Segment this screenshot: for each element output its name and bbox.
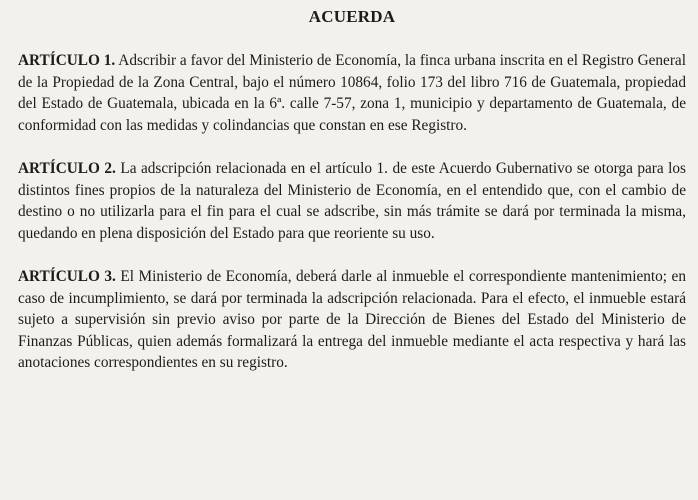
article-3-label: ARTÍCULO 3. [18, 268, 116, 285]
article-2-label: ARTÍCULO 2. [18, 160, 116, 177]
article-3 [18, 266, 686, 374]
article-2 [18, 158, 686, 244]
article-1 [18, 50, 686, 136]
article-3-text: El Ministerio de Economía, deberá darle al inmueble el correspondiente mantenimiento; en caso de incumplimiento, se dará por terminada la adscripción relacionada. Para el efecto, el inmueble estará sujeto a supervisión sin previo aviso por parte de la Dirección de Bienes del Estado del Ministerio de Finanzas Públicas, quien además formalizará la entrega del inmueble mediante el acta respectiva y hará las anotaciones correspondientes en su registro. [18, 268, 686, 371]
article-2-text: La adscripción relacionada en el artículo 1. de este Acuerdo Gubernativo se otorga para los distintos fines propios de la naturaleza del Ministerio de Economía, en el entendido que, con el cambio de destino o no utilizarla para el fin para el cual se adscribe, sin más trámite se dará por terminada la misma, quedando en plena disposición del Estado para que reoriente su uso. [18, 160, 686, 242]
document-title: ACUERDA [308, 7, 396, 26]
article-1-label: ARTÍCULO 1. [18, 52, 116, 69]
article-1-text: Adscribir a favor del Ministerio de Economía, la finca urbana inscrita en el Registro General de la Propiedad de la Zona Central, bajo el número 10864, folio 173 del libro 716 de Guatemala, propiedad del Estado de Guatemala, ubicada en la 6ª. calle 7-57, zona 1, municipio y departamento de Guatemala, de conformidad con las medidas y colindancias que constan en ese Registro. [18, 52, 686, 134]
